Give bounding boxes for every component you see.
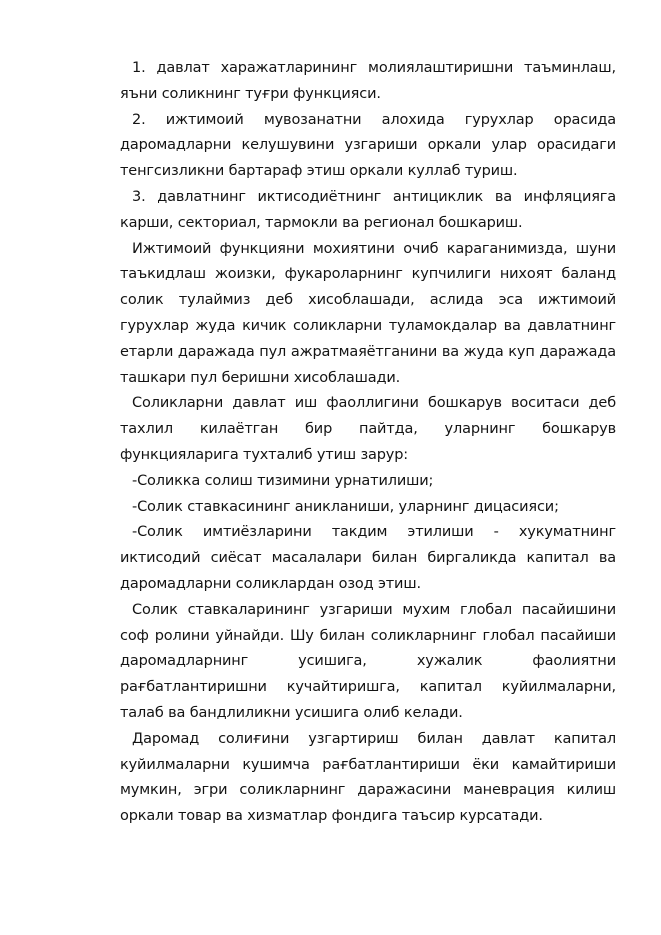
paragraph-function-3: 3. давлатнинг иктисодиётнинг антициклик ва инфляцияга карши, секториал, тармокли ва регионал бошкариш. bbox=[120, 188, 616, 231]
list-item-tax-benefits: -Солик имтиёзларини такдим этилиши - хукуматнинг иктисодий сиёсат масалалари билан биргаликда капитал ва даромадларни соликлардан озод этиш. bbox=[120, 524, 616, 592]
paragraph-income-tax: Даромад солиғини узгартириш билан давлат капитал куйилмаларни кушимча рағбатлантириши ёки камайтириши мумкин, эгри соликларнинг даражасини маневрация килиш оркали товар ва хизматлар фондига таъсир курсатади. bbox=[120, 730, 616, 825]
paragraph-function-2: 2. ижтимоий мувозанатни алохида гурухлар орасида даромадларни келушувини узгариши оркали улар орасидаги тенгсизликни бартараф этиш оркали куллаб туриш. bbox=[120, 111, 616, 180]
paragraph-rate-changes: Солик ставкаларининг узгариши мухим глобал пасайишини соф ролини уйнайди. Шу билан соликларнинг глобал пасайиши даромадларнинг усишига, хужалик фаолиятни рағбатлантиришни кучайтиришга, капитал куйилмаларни, талаб ва бандлиликни усишига олиб келади. bbox=[120, 601, 616, 721]
paragraph-management-intro: Соликларни давлат иш фаоллигини бошкарув воситаси деб тахлил килаётган бир пайтда, уларнинг бошкарув функцияларига тухталиб утиш зарур: bbox=[120, 395, 616, 463]
list-item-tax-system: -Соликка солиш тизимини урнатилиши; bbox=[132, 472, 434, 489]
paragraph-social-function: Ижтимоий функцияни мохиятини очиб караганимизда, шуни таъкидлаш жоизки, фукароларнинг купчилиги нихоят баланд солик тулаймиз деб хисоблашади, аслида эса ижтимоий гурухлар жуда кичик соликларни туламокдалар ва давлатнинг етарли даражада пул ажратмаяётганини ва жуда куп даражада ташкари пул беришни хисоблашади. bbox=[120, 240, 616, 386]
document-page bbox=[120, 56, 616, 830]
list-item-tax-rate: -Солик ставкасининг аникланиши, уларнинг дицасияси; bbox=[132, 498, 559, 515]
paragraph-function-1: 1. давлат харажатларининг молиялаштиришни таъминлаш, яъни соликнинг туғри функцияси. bbox=[120, 60, 616, 102]
